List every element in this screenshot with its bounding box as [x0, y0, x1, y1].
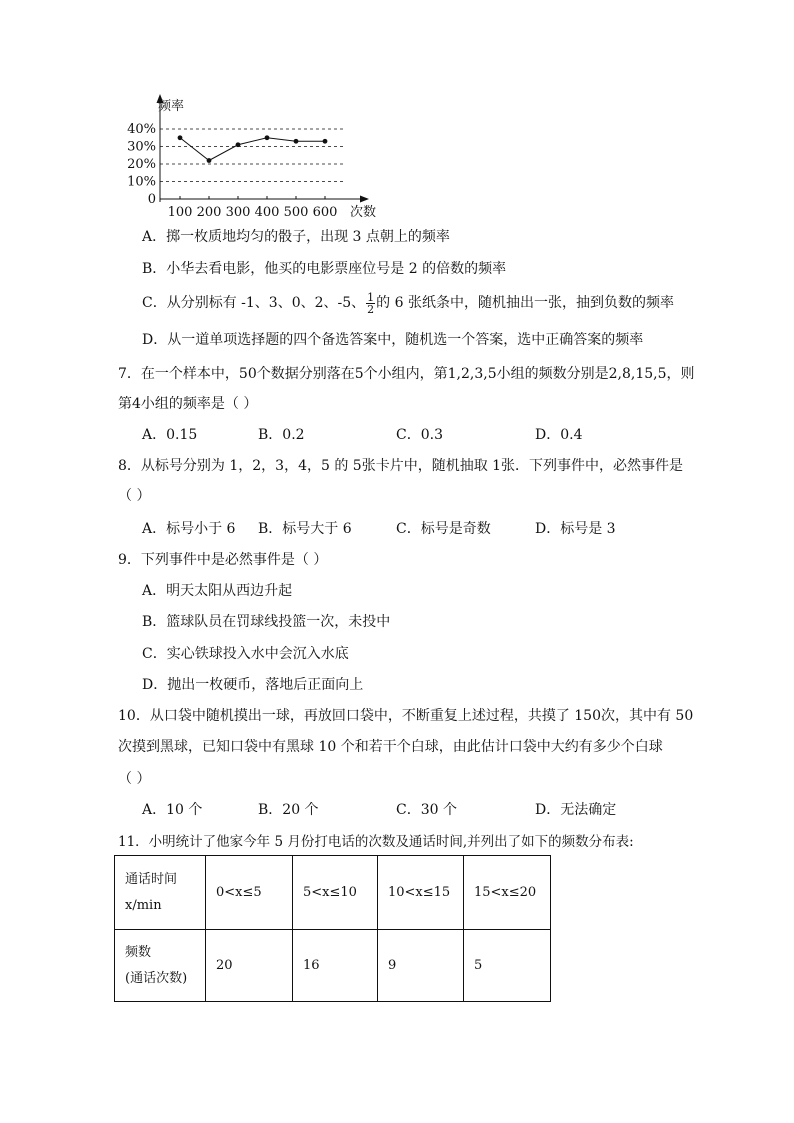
q8-stem-line2: （ ）	[118, 488, 151, 504]
q9-option-a: A．明天太阳从西边升起	[142, 583, 293, 599]
chart-gridlines	[160, 129, 346, 182]
q7-option-c: C．0.3	[396, 427, 443, 443]
q7-stem-line2: 第4小组的频率是（ ）	[118, 396, 258, 412]
data-points	[178, 135, 328, 163]
q7-option-d: D．0.4	[535, 427, 583, 443]
q7-stem-line1: 7．在一个样本中，50个数据分别落在5个小组内，第1,2,3,5小组的频数分别是2,8,15,5，则	[118, 366, 695, 382]
q11-stem: 11．小明统计了他家今年 5 月份打电话的次数及通话时间,并列出了如下的频数分布表:	[118, 834, 634, 850]
x-axis-arrow	[360, 196, 369, 203]
q8-option-b: B．标号大于 6	[258, 521, 352, 537]
x-tick-label: 200	[196, 205, 222, 220]
table-row	[115, 856, 551, 930]
row-header-count	[115, 930, 206, 1002]
table-row	[115, 930, 551, 1002]
table-cell: 15<x≤20	[464, 856, 551, 930]
series-line	[180, 138, 325, 161]
row-header-line: x/min	[125, 897, 162, 913]
y-axis-title: 频率	[158, 99, 185, 114]
q6-option-d: D．从一道单项选择题的四个备选答案中，随机选一个答案，选中正确答案的频率	[142, 332, 644, 348]
x-tick-label: 600	[312, 205, 338, 220]
data-point	[294, 139, 299, 144]
y-tick-label: 30%	[127, 139, 156, 155]
y-tick-label: 40%	[127, 122, 156, 137]
data-point	[265, 135, 270, 140]
q8-option-a: A．标号小于 6	[142, 521, 236, 537]
fraction-numerator: 1	[367, 290, 375, 304]
y-tick-labels	[127, 122, 156, 207]
q9-option-c: C．实心铁球投入水中会沉入水底	[142, 646, 349, 662]
q10-stem-line3: （ ）	[118, 771, 151, 787]
q6-option-c-suffix: 的 6 张纸条中，随机抽出一张，抽到负数的频率	[376, 295, 674, 311]
q10-option-d: D．无法确定	[535, 802, 617, 818]
one-half-fraction	[366, 292, 375, 315]
q10-option-b: B．20 个	[258, 802, 319, 818]
row-header-line: 频数	[125, 944, 152, 960]
q6-option-c	[142, 290, 674, 316]
y-tick-label: 20%	[127, 157, 156, 172]
x-tick-label: 100	[167, 205, 193, 220]
q7-option-b: B．0.2	[258, 427, 305, 443]
table-cell: 20	[206, 930, 293, 1002]
table-cell: 16	[293, 930, 378, 1002]
data-point	[236, 142, 241, 147]
q10-option-c: C．30 个	[396, 802, 457, 818]
q6-option-a: A．掷一枚质地均匀的骰子，出现 3 点朝上的频率	[142, 229, 450, 245]
table-cell: 5	[464, 930, 551, 1002]
q9-option-b: B．篮球队员在罚球线投篮一次，未投中	[142, 614, 391, 630]
table-cell: 0<x≤5	[206, 856, 293, 930]
q6-option-b: B．小华去看电影，他买的电影票座位号是 2 的倍数的频率	[142, 261, 507, 277]
data-point	[323, 139, 328, 144]
data-point	[207, 158, 212, 163]
table-cell: 9	[378, 930, 464, 1002]
row-header-line: (通话次数)	[125, 970, 188, 986]
data-point	[178, 135, 183, 140]
q9-stem: 9．下列事件中是必然事件是（ ）	[118, 552, 328, 568]
x-tick-labels	[168, 196, 338, 220]
q6-option-c-prefix: C．从分别标有 -1、3、0、2、-5、	[142, 295, 366, 311]
y-tick-label: 0	[147, 192, 156, 207]
fraction-denominator: 2	[367, 302, 375, 316]
q7-option-a: A．0.15	[142, 427, 198, 443]
q9-option-d: D．抛出一枚硬币，落地后正面向上	[142, 677, 364, 693]
x-tick-label: 300	[225, 205, 251, 220]
q8-option-c: C．标号是奇数	[396, 521, 491, 537]
q10-stem-line2: 次摸到黑球，已知口袋中有黑球 10 个和若干个白球，由此估计口袋中大约有多少个白球	[118, 739, 663, 755]
frequency-line-chart	[118, 92, 388, 227]
row-header-line: 通话时间	[125, 871, 178, 887]
frequency-table	[114, 855, 551, 1002]
x-axis-title: 次数	[350, 205, 377, 220]
y-tick-label: 10%	[127, 174, 156, 190]
q8-option-d: D．标号是 3	[535, 521, 616, 537]
q10-stem-line1: 10．从口袋中随机摸出一球，再放回口袋中，不断重复上述过程，共摸了 150次，其中有 50	[118, 708, 694, 724]
table-cell: 5<x≤10	[293, 856, 378, 930]
table-cell: 10<x≤15	[378, 856, 464, 930]
x-tick-label: 400	[254, 205, 280, 220]
x-tick-label: 500	[283, 205, 309, 220]
q8-stem-line1: 8．从标号分别为 1，2，3，4，5 的 5张卡片中，随机抽取 1张．下列事件中，必然事件是	[118, 458, 684, 474]
row-header-time	[115, 856, 206, 930]
q10-option-a: A．10 个	[142, 802, 203, 818]
